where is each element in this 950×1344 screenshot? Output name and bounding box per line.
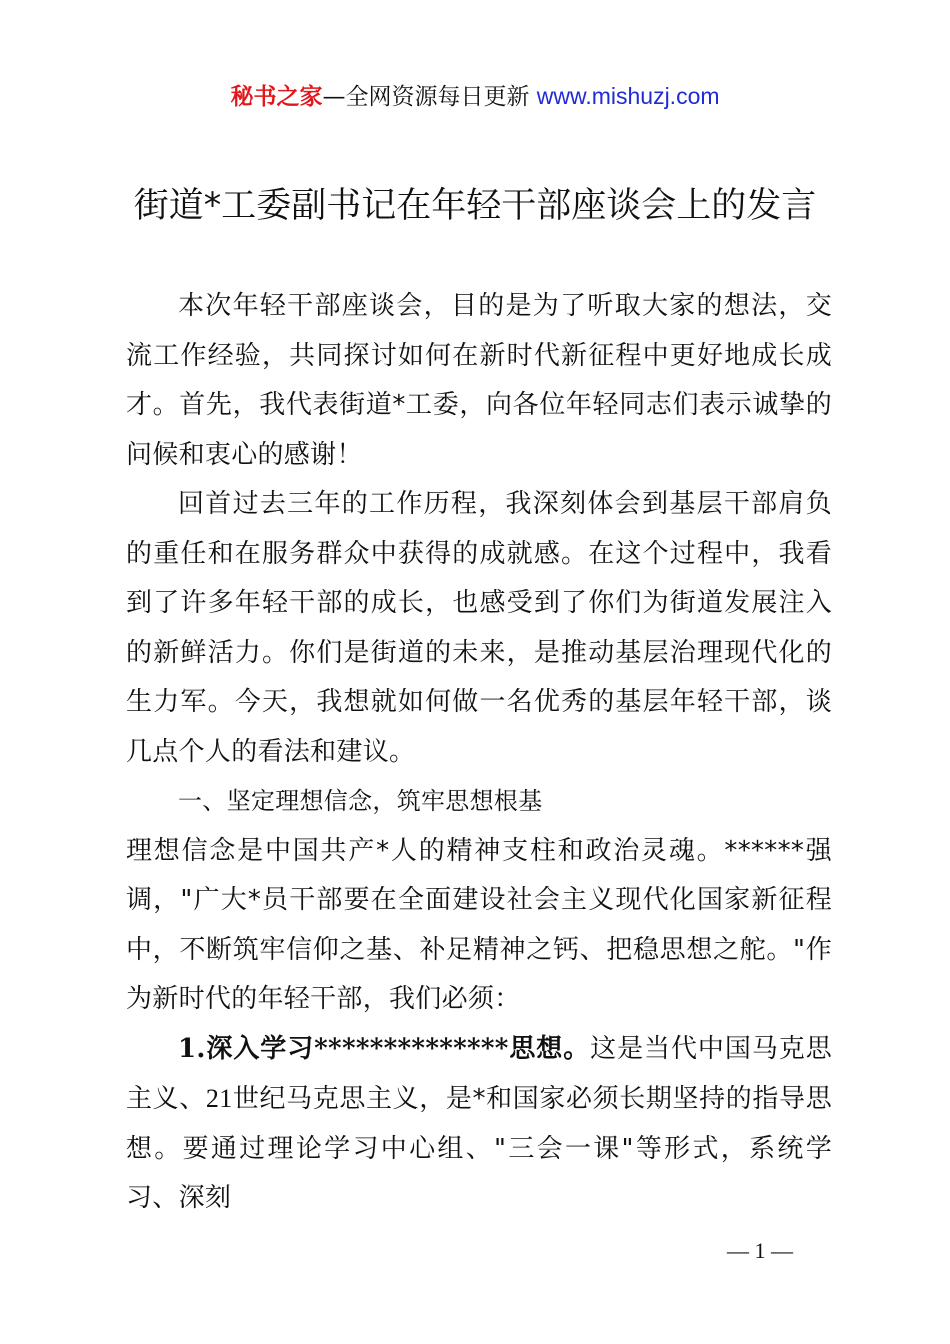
document-title: 街道*工委副书记在年轻干部座谈会上的发言 [133, 186, 817, 226]
paragraph-intro: 本次年轻干部座谈会，目的是为了听取大家的想法，交流工作经验，共同探讨如何在新时代新征程中更好地成长成才。首先，我代表街道*工委，向各位年轻同志们表示诚挚的问候和衷心的感谢！ [126, 291, 832, 470]
section-paragraph: 理想信念是中国共产*人的精神支柱和政治灵魂。******强调，"广大*员干部要在全面建设社会主义现代化国家新征程中，不断筑牢信仰之基、补足精神之钙、把稳思想之舵。"作为新时代的年轻干部，我们必须： [126, 835, 832, 1014]
paragraph-review: 回首过去三年的工作历程，我深刻体会到基层干部肩负的重任和在服务群众中获得的成就感。在这个过程中，我看到了许多年轻干部的成长，也感受到了你们为街道发展注入的新鲜活力。你们是街道的未来，是推动基层治理现代化的生力军。今天，我想就如何做一名优秀的基层年轻干部，谈几点个人的看法和建议。 [126, 489, 832, 767]
page-number: — 1 — [727, 1238, 793, 1263]
document-body [126, 282, 832, 1224]
banner-tagline: —全网资源每日更新 [322, 84, 537, 110]
site-banner [0, 80, 950, 113]
point-1-lead: 1.深入学习**************思想。 [178, 1033, 591, 1064]
section-heading: 一、坚定理想信念，筑牢思想根基 [178, 787, 543, 815]
point-1-text-a: 这是当代中国马克思主义、 [126, 1033, 832, 1114]
site-url-link[interactable]: www.mishuzj.com [536, 83, 720, 109]
brand-name: 秘书之家 [230, 84, 323, 110]
point-1-paragraph [126, 1025, 832, 1224]
point-1-number: 21 [205, 1084, 233, 1113]
point-1-text-b: 世纪马克思主义，是*和国家必须长期坚持的指导思想。要通过理论学习中心组、"三会一课"等形式，系统学习、深刻 [126, 1084, 832, 1213]
